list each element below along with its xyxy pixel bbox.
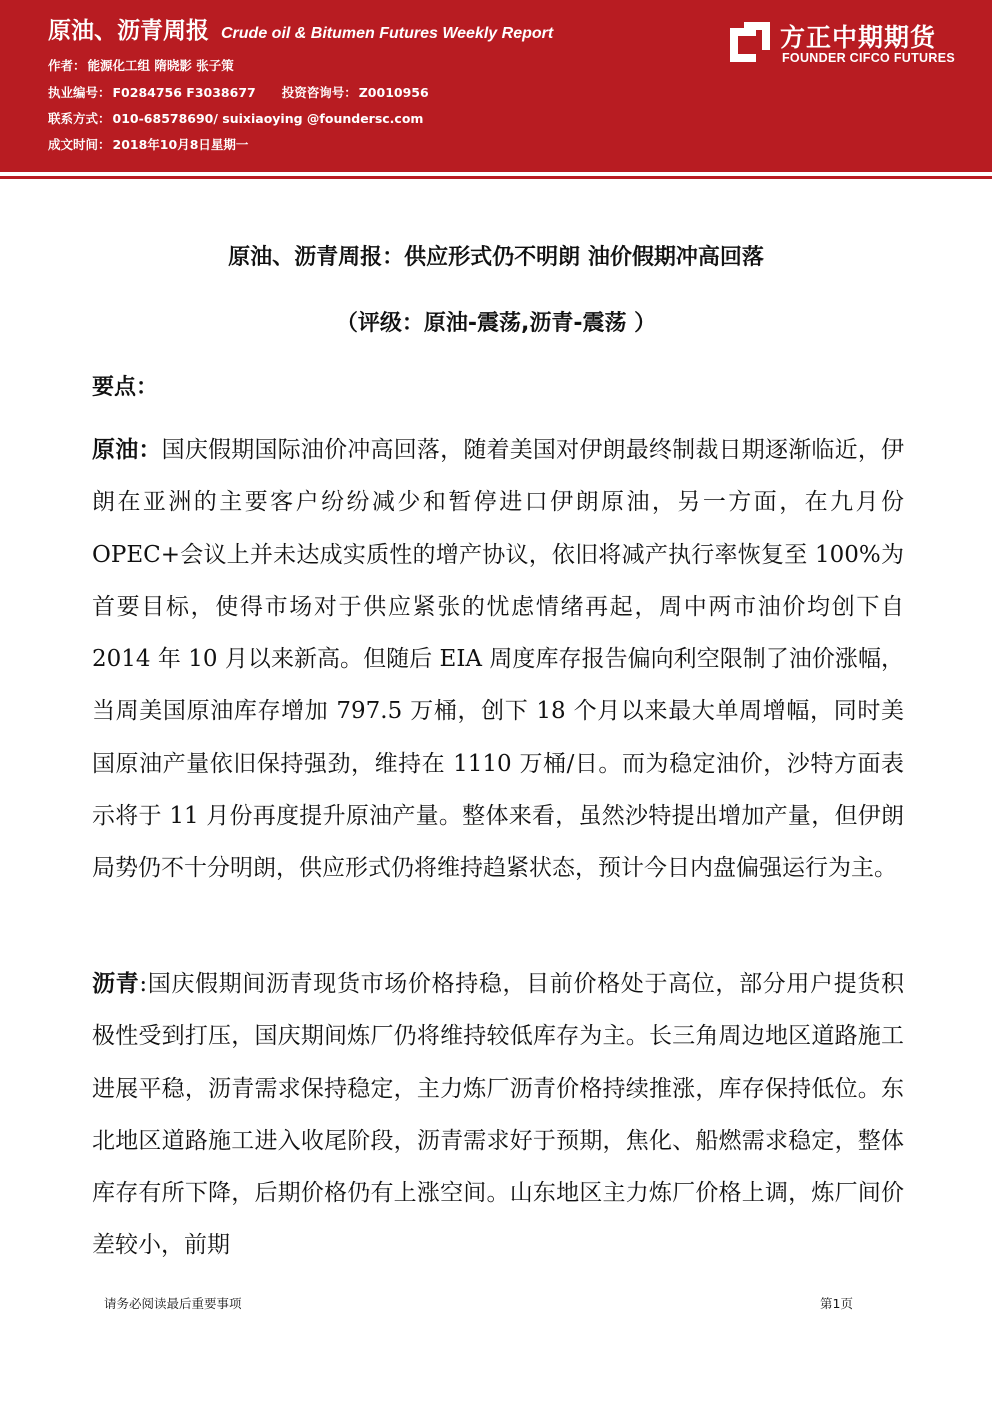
date-value: 2018年10月8日星期一 <box>112 137 249 152</box>
report-title: 原油、沥青周报：供应形式仍不明朗 油价假期冲高回落 <box>228 245 764 270</box>
bitumen-lead: 沥青 <box>92 971 140 997</box>
crude-oil-text: 国庆假期国际油价冲高回落，随着美国对伊朗最终制裁日期逐渐临近，伊朗在亚洲的主要客户纷纷减少和暂停进口伊朗原油，另一方面，在九月份 OPEC+会议上并未达成实质性的增产协议，依旧将减产执行率恢复至 100%为首要目标，使得市场对于供应紧张的忧虑情绪再起，周中两市油价均创下自 2014 年 10 月以来新高。但随后 EIA 周度库存报告偏向利空限制了油价涨幅，当周美国原油库存增加 797.5 万桶，创下 18 个月以来最大单周增幅，同时美国原油产量依旧保持强劲，维持在 1110 万桶/日。而为稳定油价，沙特方面表示将于 11 月份再度提升原油产量。整体来看，虽然沙特提出增加产量，但伊朗局势仍不十分明朗，供应形式仍将维持趋紧状态，预计今日内盘偏强运行为主。 <box>92 437 905 882</box>
license-value: F0284756 F3038677 <box>112 85 256 100</box>
crude-oil-sep: ： <box>138 437 162 463</box>
logo-text-en: FOUNDER CIFCO FUTURES <box>782 51 955 65</box>
bitumen-text: 国庆假期间沥青现货市场价格持稳，目前价格处于高位，部分用户提货积极性受到打压，国庆期间炼厂仍将维持较低库存为主。长三角周边地区道路施工进展平稳，沥青需求保持稳定，主力炼厂沥青价格持续推涨，库存保持低位。东北地区道路施工进入收尾阶段，沥青需求好于预期，焦化、船燃需求稳定，整体库存有所下降，后期价格仍有上涨空间。山东地区主力炼厂价格上调，炼厂间价差较小，前期 <box>92 971 905 1259</box>
consult-label: 投资咨询号： <box>281 85 357 100</box>
header-title-en: Crude oil & Bitumen Futures Weekly Report <box>221 25 554 42</box>
date-label: 成文时间： <box>48 137 111 152</box>
report-rating: （评级：原油-震荡,沥青-震荡 ） <box>335 311 657 336</box>
header-divider <box>0 176 992 179</box>
bitumen-sep: : <box>139 971 148 997</box>
page-number: 第1页 <box>820 1296 853 1311</box>
footer-notice: 请务必阅读最后重要事项 <box>104 1296 242 1311</box>
contact-line <box>48 109 423 127</box>
author-value: 能源化工组 隋晓影 张子策 <box>87 58 234 73</box>
report-header <box>0 0 992 172</box>
keypoints-heading: 要点： <box>92 375 159 400</box>
header-title-row <box>48 12 553 45</box>
date-line <box>48 135 248 153</box>
contact-value: 010-68578690/ suixiaoying @foundersc.com <box>112 111 424 126</box>
license-label: 执业编号： <box>48 85 111 100</box>
founder-logo-icon <box>728 20 772 64</box>
header-title-cn: 原油、沥青周报 <box>48 18 209 44</box>
company-logo <box>728 18 978 68</box>
logo-text-cn: 方正中期期货 <box>780 23 937 52</box>
bitumen-section <box>92 958 904 1272</box>
crude-oil-lead: 原油 <box>92 437 139 463</box>
author-label: 作者： <box>48 58 86 73</box>
author-line <box>48 56 234 74</box>
crude-oil-section <box>92 424 904 895</box>
license-line <box>48 83 429 101</box>
contact-label: 联系方式： <box>48 111 111 126</box>
consult-value: Z0010956 <box>358 85 429 100</box>
